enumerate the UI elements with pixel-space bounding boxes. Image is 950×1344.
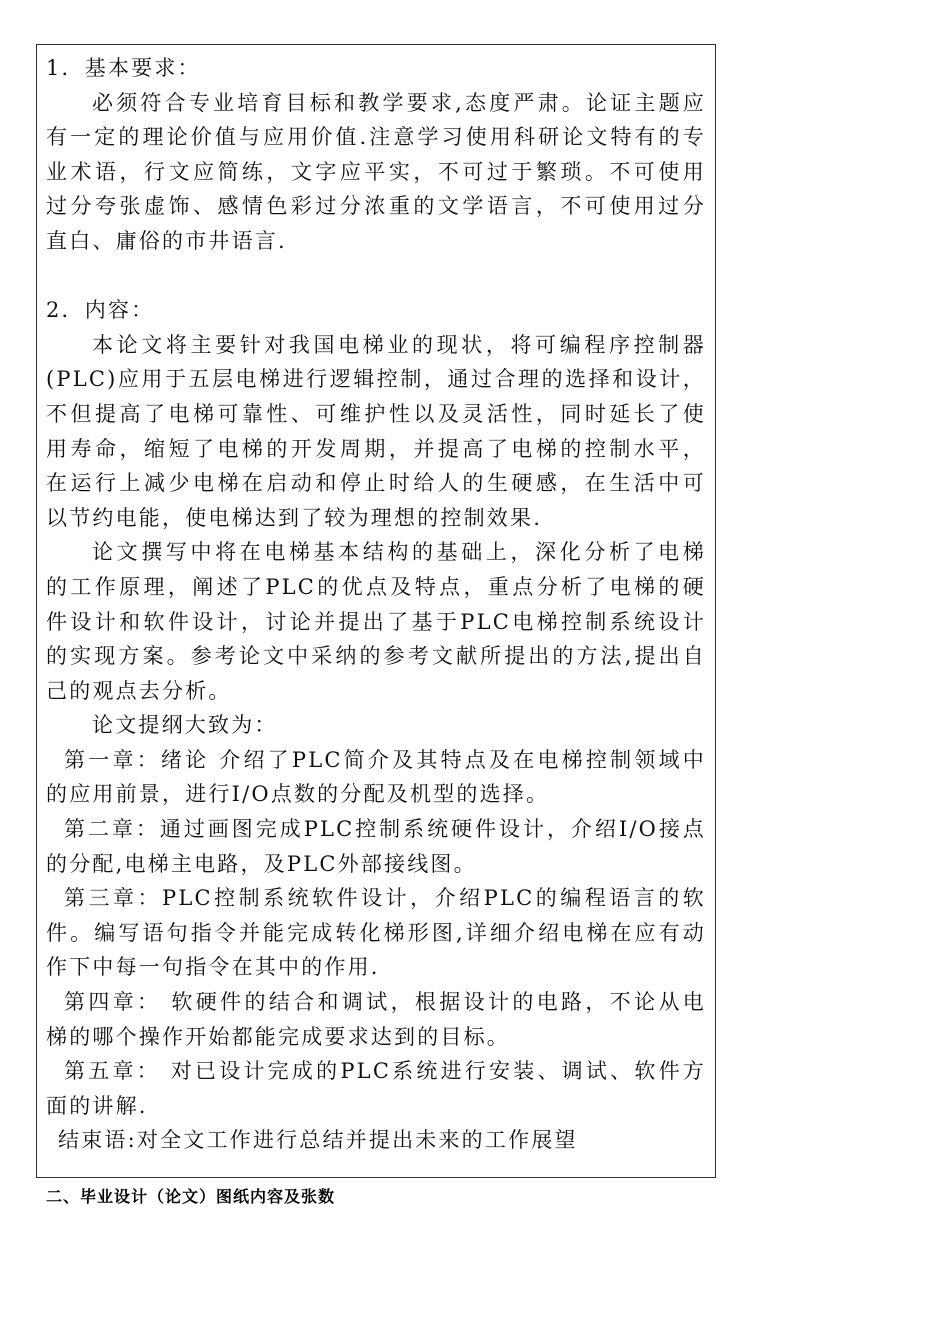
chapter-line: 面的讲解. — [46, 1093, 148, 1118]
chapter-line: 第四章： 软硬件的结合和调试，根据设计的电路，不论从电 — [64, 990, 706, 1015]
section2-para2-line: 件设计和软件设计，讨论并提出了基于PLC电梯控制系统设计 — [46, 609, 706, 634]
section1-line: 有一定的理论价值与应用价值.注意学习使用科研论文特有的专 — [46, 125, 706, 150]
section2-para2-line: 的工作原理，阐述了PLC的优点及特点，重点分析了电梯的硬 — [46, 574, 706, 599]
section2-para1-line: 在运行上减少电梯在启动和停止时给人的生硬感，在生活中可 — [46, 471, 706, 496]
outline-intro: 论文提纲大致为： — [92, 713, 278, 738]
section2-para2-line: 论文撰写中将在电梯基本结构的基础上，深化分析了电梯 — [92, 540, 706, 565]
section1-line: 业术语，行文应简练，文字应平实，不可过于繁琐。不可使用 — [46, 159, 706, 184]
chapter-line: 的应用前景，进行I/O点数的分配及机型的选择。 — [46, 782, 550, 807]
chapter-line: 的分配,电梯主电路，及PLC外部接线图。 — [46, 851, 477, 876]
chapter-line: 作下中每一句指令在其中的作用. — [46, 955, 380, 980]
chapter-line: 第二章：通过画图完成PLC控制系统硬件设计，介绍I/O接点 — [64, 817, 706, 842]
chapter-line: 梯的哪个操作开始都能完成要求达到的目标。 — [46, 1024, 510, 1049]
section2-para1-line: (PLC)应用于五层电梯进行逻辑控制，通过合理的选择和设计， — [46, 367, 706, 392]
section2-para1-line: 以节约电能，使电梯达到了较为理想的控制效果. — [46, 505, 543, 530]
section2-para1-line: 本论文将主要针对我国电梯业的现状，将可编程序控制器 — [92, 332, 706, 357]
chapter-line: 第一章：绪论 介绍了PLC简介及其特点及在电梯控制领域中 — [64, 747, 706, 772]
chapter-line: 第三章：PLC控制系统软件设计，介绍PLC的编程语言的软 — [64, 886, 706, 911]
chapter-line: 第五章： 对已设计完成的PLC系统进行安装、调试、软件方 — [64, 1059, 706, 1084]
blank-spacer — [46, 259, 706, 294]
section2-para1-line: 不但提高了电梯可靠性、可维护性以及灵活性，同时延长了使 — [46, 401, 706, 426]
section2-para2-line: 己的观点去分析。 — [46, 678, 232, 703]
section2-para2-line: 的实现方案。参考论文中采纳的参考文献所提出的方法,提出自 — [46, 644, 706, 669]
document-content-box — [36, 44, 716, 1178]
section2-heading: 2．内容： — [46, 298, 155, 323]
conclusion-line: 结束语:对全文工作进行总结并提出未来的工作展望 — [58, 1128, 578, 1153]
section1-line: 必须符合专业培育目标和教学要求,态度严肃。论证主题应 — [92, 90, 706, 115]
section1-heading: 1．基本要求： — [46, 56, 201, 80]
section1-line: 直白、庸俗的市井语言. — [46, 228, 287, 253]
section1-line: 过分夸张虚饰、感情色彩过分浓重的文学语言，不可使用过分 — [46, 194, 706, 219]
section-heading-drawings: 二、毕业设计（论文）图纸内容及张数 — [46, 1187, 336, 1206]
section2-para1-line: 用寿命，缩短了电梯的开发周期，并提高了电梯的控制水平， — [46, 436, 706, 461]
chapter-line: 件。编写语句指令并能完成转化梯形图,详细介绍电梯在应有动 — [46, 920, 706, 945]
